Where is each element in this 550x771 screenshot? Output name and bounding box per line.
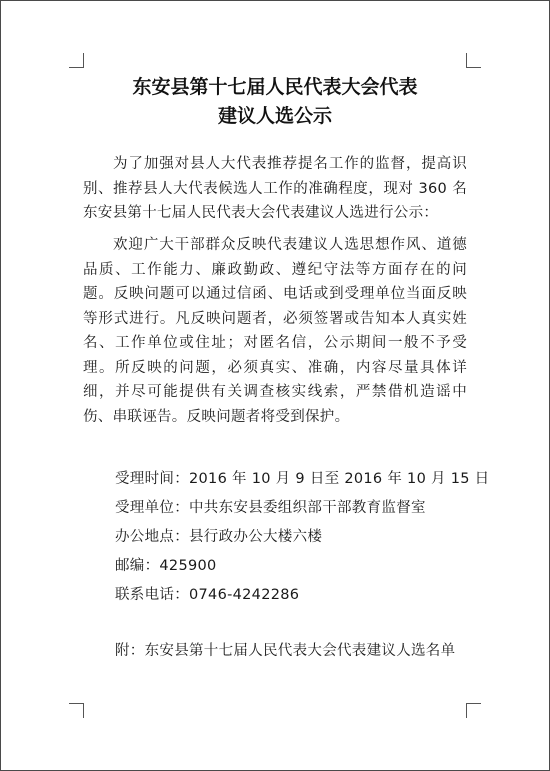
document-title-line-1: 东安县第十七届人民代表大会代表 — [132, 76, 418, 98]
document-title-line-2: 建议人选公示 — [217, 105, 332, 127]
intro-paragraph: 为了加强对县人大代表推荐提名工作的监督，提高识别、推荐县人大代表候选人工作的准确程度，现对 360 名东安县第十七届人民代表大会代表建议人选进行公示： — [83, 156, 467, 221]
accept-unit: 受理单位：中共东安县委组织部干部教育监督室 — [115, 500, 426, 516]
margin-mark-bottom-left — [69, 703, 84, 718]
contact-phone: 联系电话：0746-4242286 — [115, 587, 300, 603]
body-paragraph: 欢迎广大干部群众反映代表建议人选思想作风、道德品质、工作能力、廉政勤政、遵纪守法等方面存在的问题。反映问题可以通过信函、电话或到受理单位当面反映等形式进行。凡反映问题者，必须签署或告知本人真实姓名、工作单位或住址；对匿名信，公示期间一般不予受理。所反映的问题，必须真实、准确，内容尽量具体详细，并尽可能提供有关调查核实线索，严禁借机造谣中伤、串联诬告。反映问题者将受到保护。 — [83, 237, 467, 425]
margin-mark-bottom-right — [466, 703, 481, 718]
margin-mark-top-right — [466, 53, 481, 68]
accept-time: 受理时间：2016 年 10 月 9 日至 2016 年 10 月 15 日 — [115, 471, 490, 487]
postcode: 邮编：425900 — [115, 558, 217, 574]
attachment-note: 附：东安县第十七届人民代表大会代表建议人选名单 — [115, 643, 456, 659]
office-location: 办公地点：县行政办公大楼六楼 — [115, 529, 323, 545]
margin-mark-top-left — [69, 53, 84, 68]
